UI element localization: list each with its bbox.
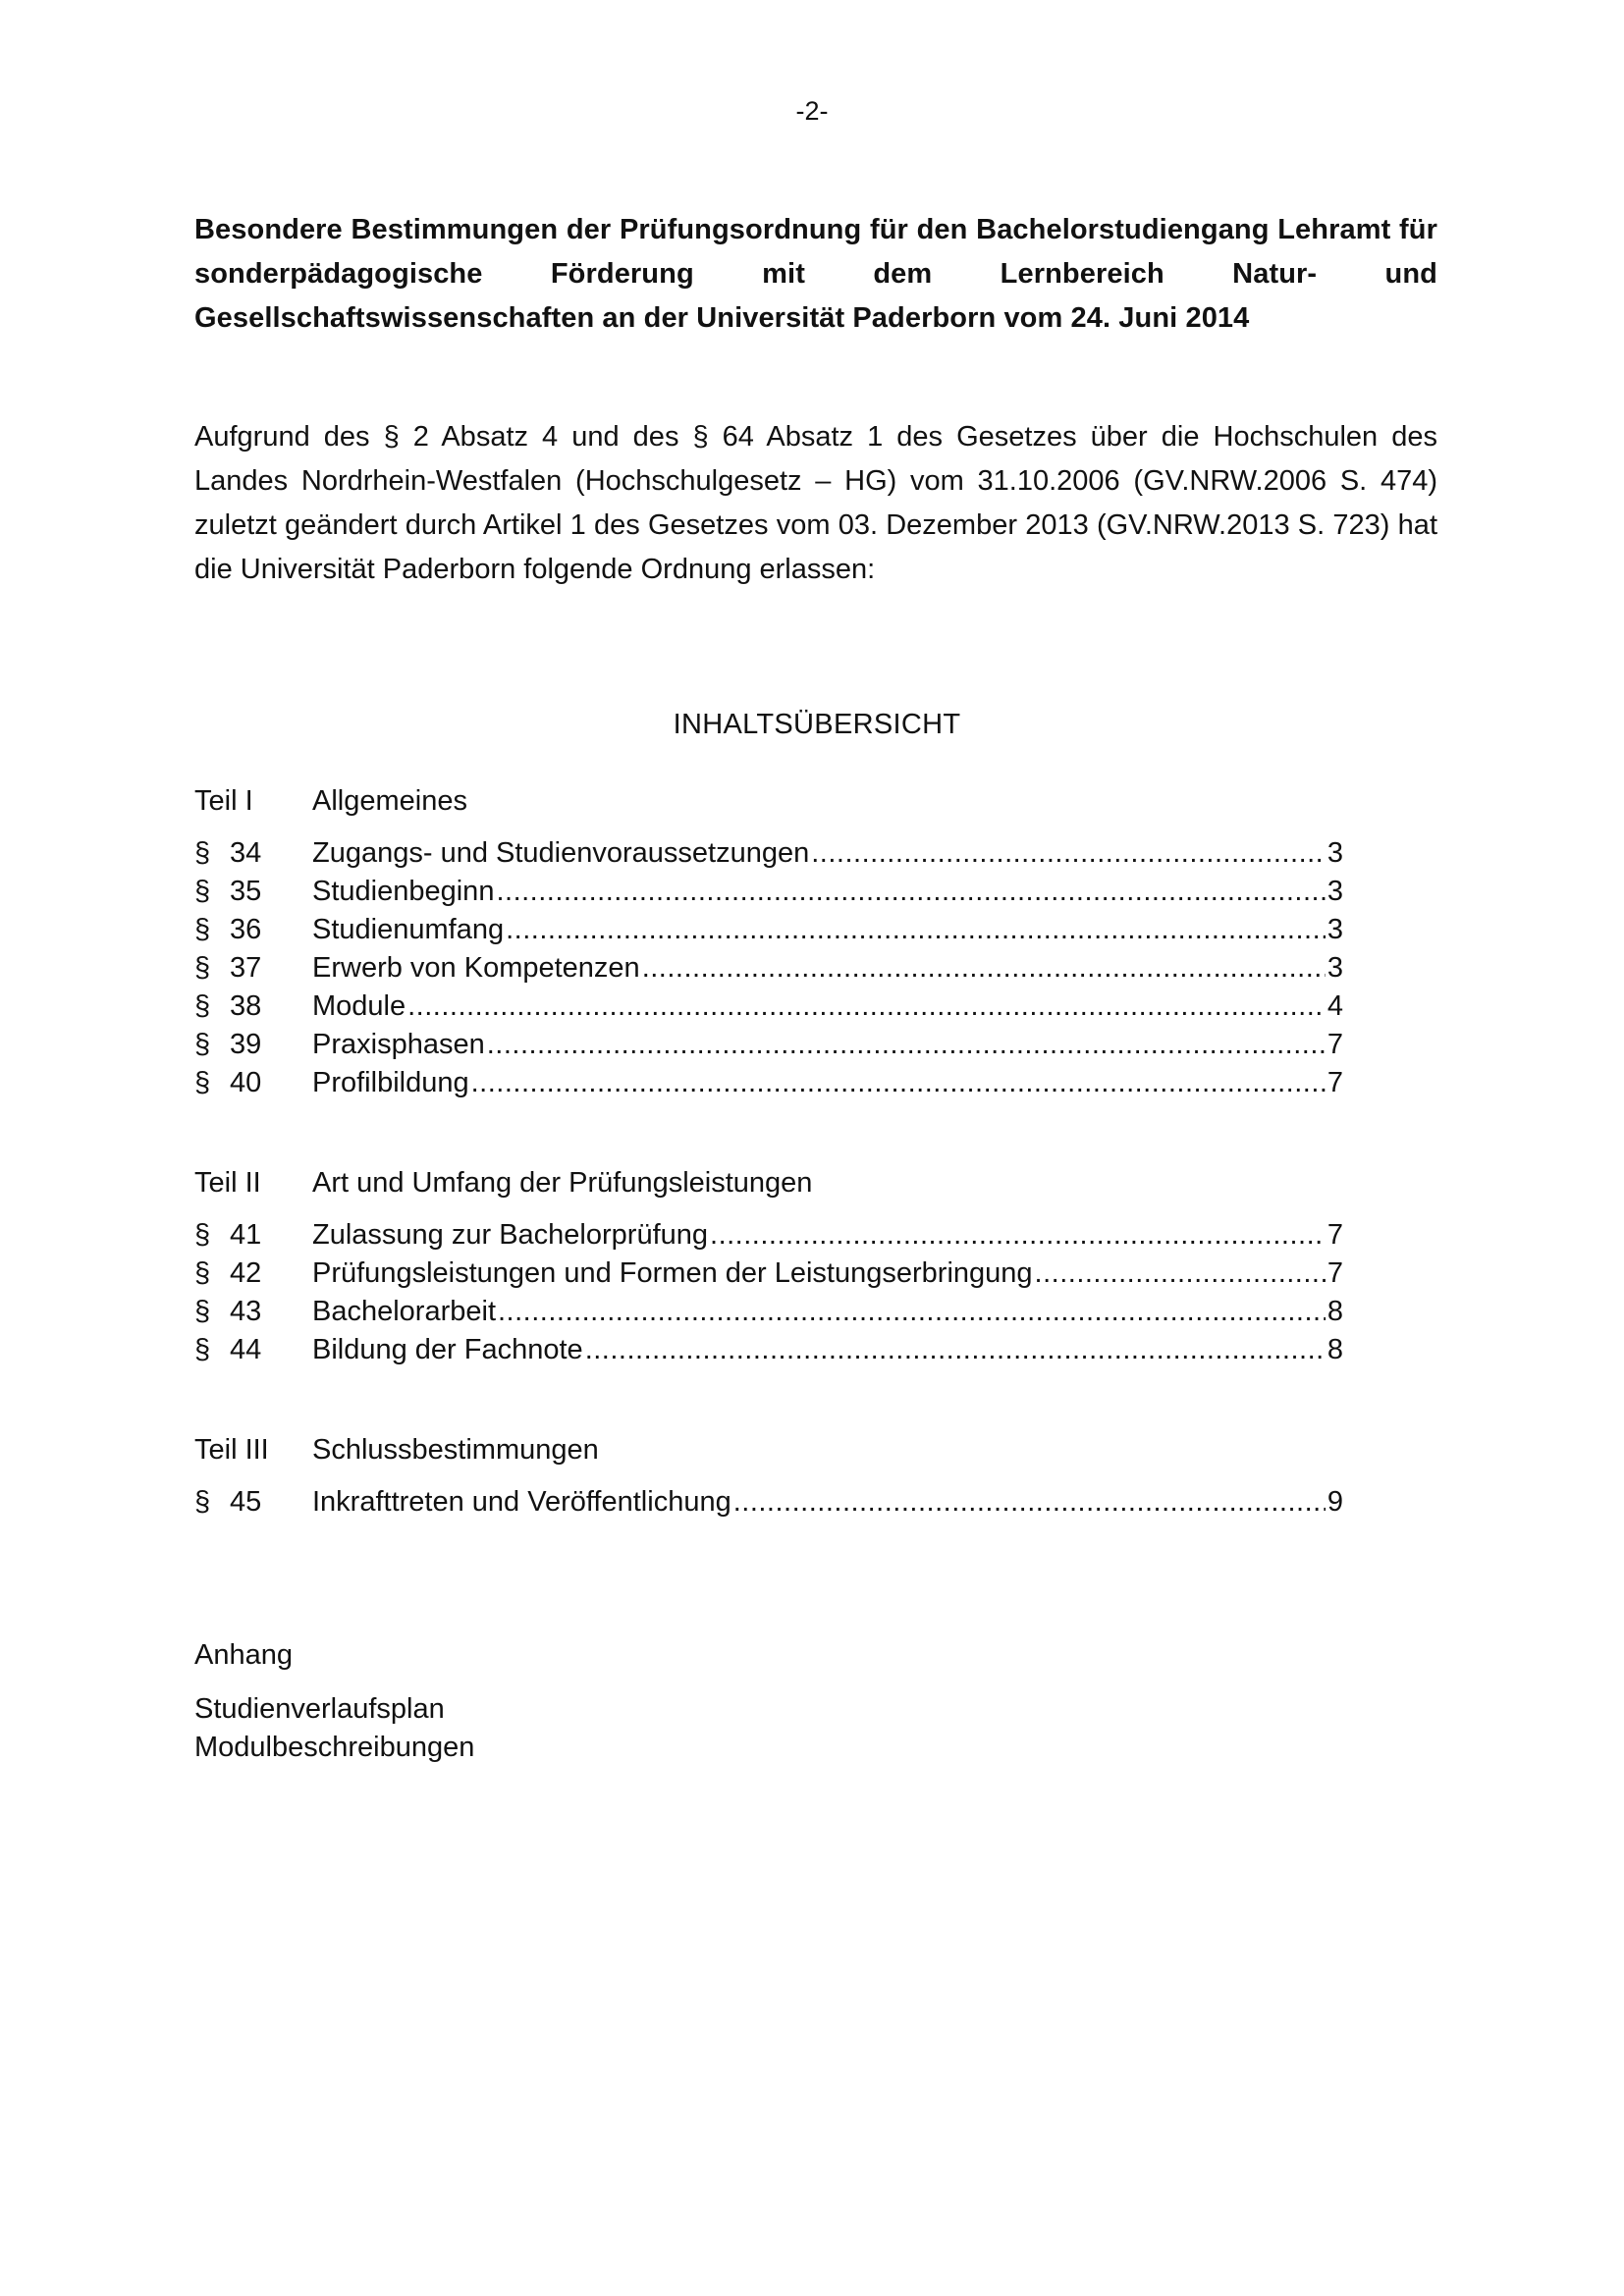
toc-entry[interactable] xyxy=(194,1216,1343,1255)
toc-part-title: Allgemeines xyxy=(312,785,467,817)
dot-leader xyxy=(710,1216,1326,1255)
toc-entry-label: Module xyxy=(312,990,406,1022)
section-symbol: § xyxy=(194,837,211,869)
dot-leader xyxy=(496,873,1325,911)
toc-part-3 xyxy=(194,1430,1343,1522)
appendix xyxy=(194,1635,474,1767)
toc-entry[interactable] xyxy=(194,1331,1343,1369)
appendix-item[interactable]: Studienverlaufsplan xyxy=(194,1693,445,1725)
toc-part-header xyxy=(194,781,1343,821)
section-symbol: § xyxy=(194,1029,211,1060)
toc-part-label: Teil II xyxy=(194,1167,261,1199)
toc-entry-number: 36 xyxy=(230,914,262,945)
toc-entry-number: 34 xyxy=(230,837,262,869)
toc-entry[interactable] xyxy=(194,1026,1343,1064)
toc-entry-label: Erwerb von Kompetenzen xyxy=(312,952,640,984)
dot-leader xyxy=(487,1026,1326,1064)
toc-part-2 xyxy=(194,1163,1343,1369)
toc-entry-number: 40 xyxy=(230,1067,262,1098)
page-number: -2- xyxy=(795,96,829,126)
dot-leader xyxy=(733,1483,1326,1522)
document-title: Besondere Bestimmungen der Prüfungsordnung für den Bachelorstudiengang Lehramt für sonderpädagogische Förderung mit dem Lernbereich Natur- und Gesellschaftswissenschaften an der Universität Paderborn vom 24. Juni 2014 xyxy=(194,214,1437,334)
toc-entry-page: 7 xyxy=(1326,1067,1343,1098)
appendix-heading: Anhang xyxy=(194,1639,293,1671)
dot-leader xyxy=(642,949,1326,988)
toc-entry-number: 39 xyxy=(230,1029,262,1060)
appendix-item[interactable]: Modulbeschreibungen xyxy=(194,1732,475,1763)
toc-entry-label: Inkrafttreten und Veröffentlichung xyxy=(312,1486,731,1518)
toc-part-label: Teil III xyxy=(194,1434,269,1466)
toc-part-1 xyxy=(194,781,1343,1102)
dot-leader xyxy=(498,1293,1326,1331)
dot-leader xyxy=(407,988,1326,1026)
dot-leader xyxy=(471,1064,1326,1102)
toc-entry-page: 3 xyxy=(1326,914,1343,945)
toc-entry-page: 7 xyxy=(1326,1219,1343,1251)
toc-part-header xyxy=(194,1163,1343,1202)
toc-entry-number: 35 xyxy=(230,876,262,907)
toc-entry-page: 7 xyxy=(1326,1029,1343,1060)
toc-entry-label: Profilbildung xyxy=(312,1067,469,1098)
toc-entry-page: 9 xyxy=(1326,1486,1343,1518)
section-symbol: § xyxy=(194,990,211,1022)
toc-entry[interactable] xyxy=(194,1293,1343,1331)
dot-leader xyxy=(506,911,1326,949)
toc-entry-number: 41 xyxy=(230,1219,262,1251)
section-symbol: § xyxy=(194,1296,211,1327)
toc-entry[interactable] xyxy=(194,988,1343,1026)
toc-entry-page: 8 xyxy=(1326,1296,1343,1327)
table-of-contents xyxy=(194,781,1343,1582)
toc-entry-page: 8 xyxy=(1326,1334,1343,1365)
toc-entry-number: 45 xyxy=(230,1486,262,1518)
toc-entry[interactable] xyxy=(194,1255,1343,1293)
toc-entry-label: Prüfungsleistungen und Formen der Leistungserbringung xyxy=(312,1257,1033,1289)
toc-entry[interactable] xyxy=(194,949,1343,988)
toc-part-label: Teil I xyxy=(194,785,253,817)
toc-entry-label: Praxisphasen xyxy=(312,1029,485,1060)
section-symbol: § xyxy=(194,1257,211,1289)
toc-heading: INHALTSÜBERSICHT xyxy=(673,709,961,740)
toc-part-header xyxy=(194,1430,1343,1469)
toc-entry-number: 43 xyxy=(230,1296,262,1327)
toc-entry-label: Zulassung zur Bachelorprüfung xyxy=(312,1219,709,1251)
toc-entry-label: Studienbeginn xyxy=(312,876,495,907)
section-symbol: § xyxy=(194,952,211,984)
toc-entry-label: Studienumfang xyxy=(312,914,505,945)
dot-leader xyxy=(1035,1255,1326,1293)
dot-leader xyxy=(811,834,1326,873)
toc-entry-label: Zugangs- und Studienvoraussetzungen xyxy=(312,837,810,869)
section-symbol: § xyxy=(194,1334,211,1365)
toc-entry-label: Bildung der Fachnote xyxy=(312,1334,583,1365)
toc-entry-page: 3 xyxy=(1326,952,1343,984)
toc-entry-page: 4 xyxy=(1326,990,1343,1022)
toc-entry-page: 7 xyxy=(1326,1257,1343,1289)
toc-entry[interactable] xyxy=(194,911,1343,949)
toc-entry-page: 3 xyxy=(1326,876,1343,907)
section-symbol: § xyxy=(194,914,211,945)
dot-leader xyxy=(585,1331,1326,1369)
toc-entry-number: 37 xyxy=(230,952,262,984)
toc-entry-label: Bachelorarbeit xyxy=(312,1296,496,1327)
section-symbol: § xyxy=(194,1067,211,1098)
intro-paragraph: Aufgrund des § 2 Absatz 4 und des § 64 Absatz 1 des Gesetzes über die Hochschulen des Landes Nordrhein-Westfalen (Hochschulgesetz – HG) vom 31.10.2006 (GV.NRW.2006 S. 474) zuletzt geändert durch Artikel 1 des Gesetzes vom 03. Dezember 2013 (GV.NRW.2013 S. 723) hat die Universität Paderborn folgende Ordnung erlassen: xyxy=(194,421,1437,585)
section-symbol: § xyxy=(194,1486,211,1518)
toc-entry-number: 44 xyxy=(230,1334,262,1365)
toc-part-title: Art und Umfang der Prüfungsleistungen xyxy=(312,1167,813,1199)
toc-entry[interactable] xyxy=(194,1064,1343,1102)
toc-entry[interactable] xyxy=(194,873,1343,911)
toc-entry[interactable] xyxy=(194,834,1343,873)
toc-entry[interactable] xyxy=(194,1483,1343,1522)
toc-entry-number: 38 xyxy=(230,990,262,1022)
toc-part-title: Schlussbestimmungen xyxy=(312,1434,599,1466)
section-symbol: § xyxy=(194,876,211,907)
toc-entry-page: 3 xyxy=(1326,837,1343,869)
toc-entry-number: 42 xyxy=(230,1257,262,1289)
section-symbol: § xyxy=(194,1219,211,1251)
